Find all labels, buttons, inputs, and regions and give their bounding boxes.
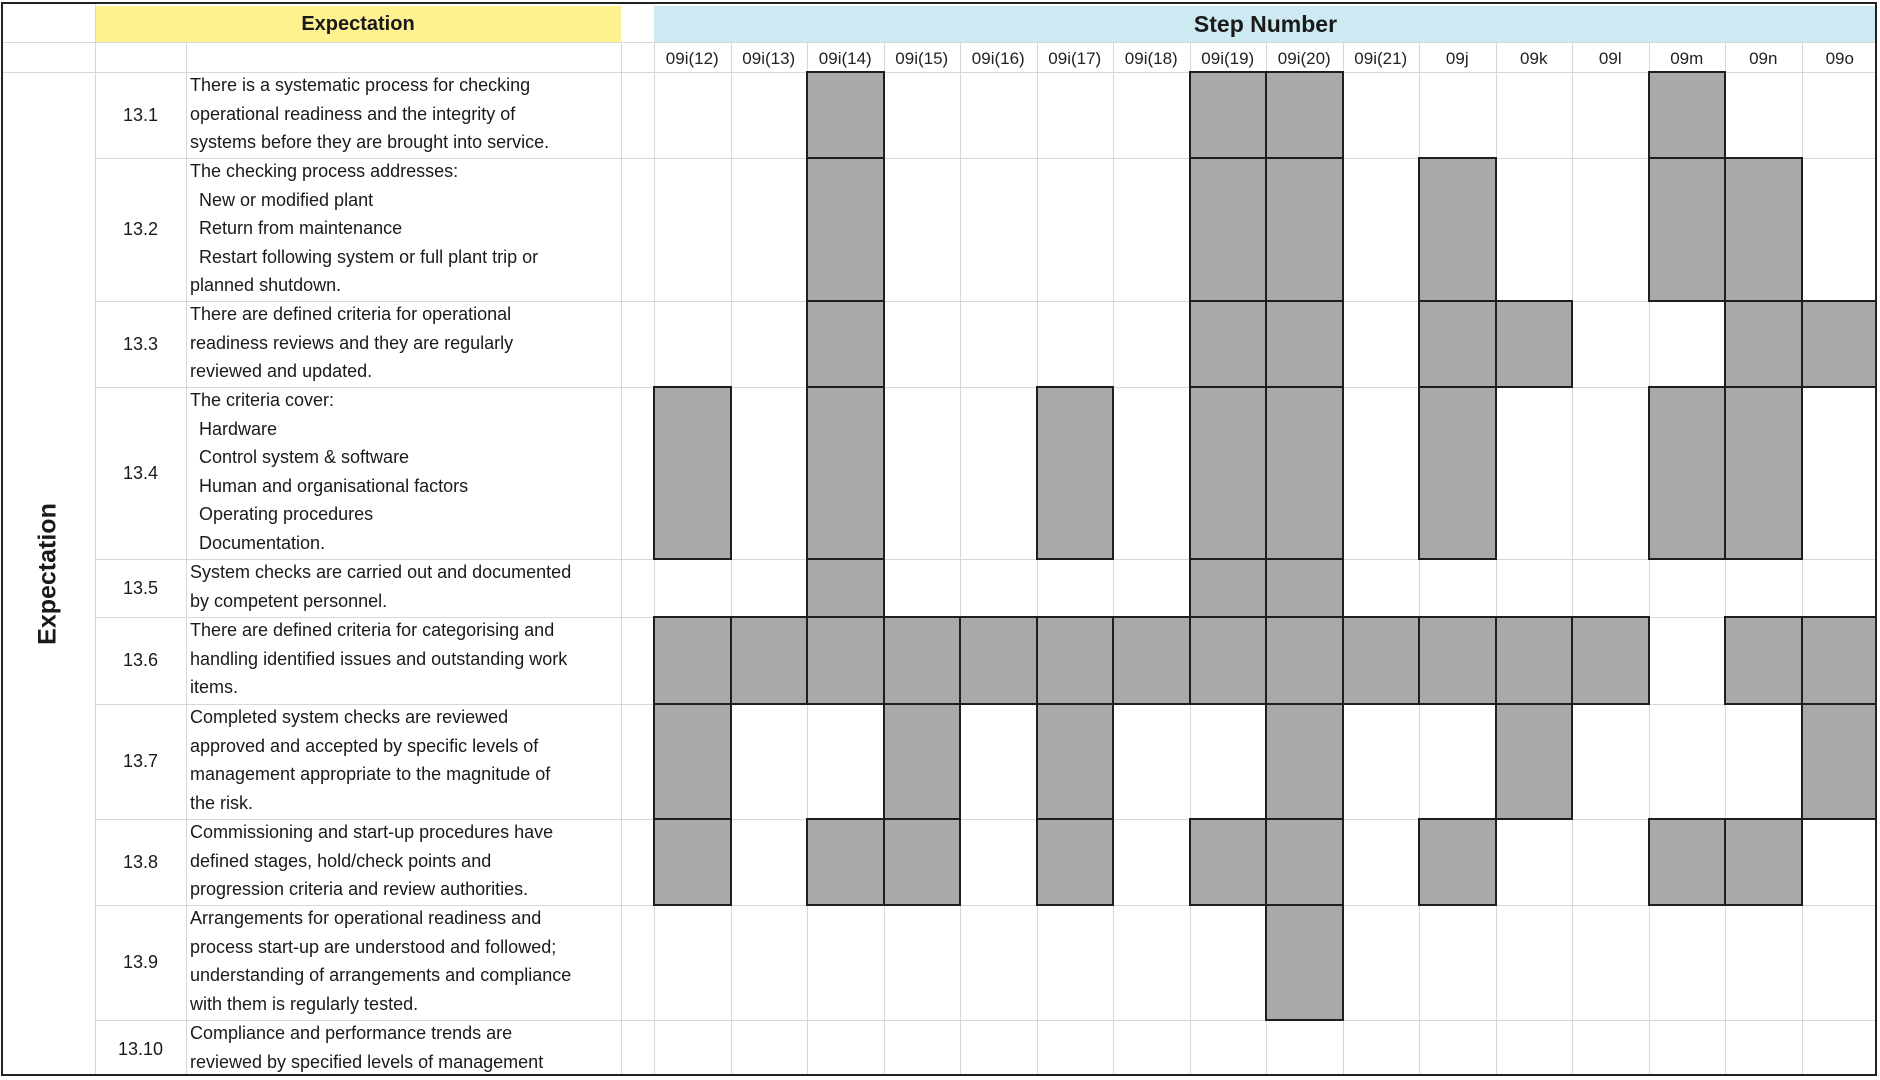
marked-cell — [1571, 616, 1650, 705]
row-text-line: approved and accepted by specific levels of — [190, 735, 539, 756]
step-col-header: 09i(20) — [1277, 49, 1331, 68]
row-number: 13.3 — [122, 333, 159, 354]
row-text-line: with them is regularly tested. — [190, 993, 419, 1014]
marked-cell — [1265, 558, 1344, 618]
row-number: 13.2 — [122, 219, 159, 239]
row-number: 13.1 — [122, 104, 159, 125]
row-number: 13.4 — [122, 462, 159, 483]
marked-cell — [653, 386, 732, 560]
row-description — [190, 386, 620, 557]
marked-cell — [1036, 703, 1114, 820]
marked-cell — [806, 818, 885, 906]
marked-cell — [1724, 616, 1803, 705]
marked-cell — [1724, 300, 1803, 388]
marked-cell — [1418, 300, 1497, 388]
marked-cell — [1801, 300, 1877, 388]
step-col-header: 09l — [1598, 49, 1622, 68]
marked-cell — [1801, 703, 1877, 820]
row-text-line: Restart following system or full plant trip or — [199, 246, 539, 267]
row-text-line: Completed system checks are reviewed — [190, 707, 509, 727]
marked-cell — [1418, 616, 1497, 705]
marked-cell — [1495, 616, 1573, 705]
row-text-line: reviewed by specified levels of management — [190, 1051, 544, 1072]
row-number: 13.5 — [122, 577, 159, 598]
marked-cell — [653, 616, 732, 705]
step-col-header: 09i(12) — [665, 49, 719, 68]
step-col-header: 09i(19) — [1201, 49, 1255, 68]
marked-cell — [1418, 818, 1497, 906]
marked-cell — [806, 300, 885, 388]
grid-vline — [186, 42, 187, 1076]
marked-cell — [883, 616, 961, 705]
row-text-line: System checks are carried out and documented — [190, 562, 572, 582]
row-text-line: understanding of arrangements and compliance — [190, 965, 572, 985]
marked-cell — [1189, 71, 1267, 159]
row-number: 13.9 — [122, 952, 159, 972]
grid-hline — [3, 72, 95, 73]
marked-cell — [1495, 703, 1573, 820]
step-col-header: 09m — [1670, 49, 1704, 68]
grid-vline — [960, 42, 961, 1076]
marked-cell — [1265, 157, 1344, 302]
marked-cell — [883, 703, 961, 820]
row-text-line: the risk. — [190, 792, 254, 813]
marked-cell — [1265, 818, 1344, 906]
step-col-header: 09i(15) — [895, 49, 949, 68]
marked-cell — [883, 818, 961, 906]
grid-hline — [3, 42, 1877, 43]
step-col-header: 09j — [1445, 49, 1469, 68]
marked-cell — [653, 703, 732, 820]
marked-cell — [1495, 300, 1573, 388]
marked-cell — [1648, 157, 1726, 302]
row-text-line: progression criteria and review authorities. — [190, 879, 529, 899]
expectation-header: Expectation — [95, 6, 621, 42]
side-label-text: Expectation — [33, 503, 62, 645]
row-text-line: defined stages, hold/check points and — [190, 850, 492, 871]
marked-cell — [653, 818, 732, 906]
marked-cell — [1189, 616, 1267, 705]
step-col-header: 09i(21) — [1354, 49, 1408, 68]
grid-vline — [621, 42, 622, 1076]
row-text-line: readiness reviews and they are regularly — [190, 332, 514, 353]
marked-cell — [1189, 558, 1267, 618]
row-text-line: handling identified issues and outstanding work — [190, 648, 568, 669]
row-text-line: Commissioning and start-up procedures have — [190, 822, 554, 842]
row-text-line: operational readiness and the integrity of — [190, 103, 516, 124]
row-text-line: systems before they are brought into service. — [190, 132, 550, 152]
marked-cell — [1265, 703, 1344, 820]
row-text-line: items. — [190, 677, 239, 697]
marked-cell — [1112, 616, 1191, 705]
marked-cell — [730, 616, 808, 705]
row-text-line: Human and organisational factors — [199, 475, 469, 496]
row-text-line: planned shutdown. — [190, 275, 342, 295]
row-text-line: Control system & software — [199, 447, 410, 467]
row-text-line: Compliance and performance trends are — [190, 1023, 513, 1043]
marked-cell — [806, 616, 885, 705]
row-text-line: Documentation. — [199, 532, 326, 553]
row-description — [190, 157, 620, 300]
step-col-header: 09k — [1520, 49, 1548, 68]
marked-cell — [1189, 818, 1267, 906]
marked-cell — [1648, 71, 1726, 159]
row-number: 13.8 — [122, 851, 159, 872]
step-col-header: 09n — [1749, 49, 1778, 68]
row-text-line: process start-up are understood and followed; — [190, 936, 557, 957]
row-text-line: The checking process addresses: — [190, 161, 459, 181]
marked-cell — [1418, 386, 1497, 560]
marked-cell — [1648, 386, 1726, 560]
marked-cell — [1189, 300, 1267, 388]
marked-cell — [1265, 386, 1344, 560]
row-text-line: There is a systematic process for checking — [190, 75, 531, 95]
row-text-line: Return from maintenance — [199, 218, 403, 238]
row-description — [190, 300, 620, 386]
row-description — [190, 703, 620, 817]
row-text-line: Arrangements for operational readiness and — [190, 908, 542, 928]
marked-cell — [1342, 616, 1420, 705]
row-description — [190, 616, 620, 702]
step-col-header: 09i(13) — [742, 49, 796, 68]
row-text-line: reviewed and updated. — [190, 361, 373, 381]
row-text-line: by competent personnel. — [190, 590, 388, 611]
marked-cell — [1189, 386, 1267, 560]
row-description — [190, 904, 620, 1018]
row-text-line: management appropriate to the magnitude of — [190, 764, 551, 784]
marked-cell — [806, 558, 885, 618]
step-col-header: 09i(18) — [1124, 49, 1178, 68]
marked-cell — [1801, 616, 1877, 705]
row-text-line: There are defined criteria for categorising and — [190, 620, 555, 640]
marked-cell — [1724, 818, 1803, 906]
marked-cell — [1036, 616, 1114, 705]
row-text-line: The criteria cover: — [190, 390, 335, 410]
step-col-header: 09i(17) — [1048, 49, 1102, 68]
marked-cell — [806, 386, 885, 560]
row-text-line: Operating procedures — [199, 504, 374, 524]
marked-cell — [959, 616, 1038, 705]
step-number-header: Step Number — [654, 6, 1877, 42]
row-text-line: Hardware — [199, 418, 278, 439]
step-col-header: 09i(14) — [818, 49, 872, 68]
row-number: 13.10 — [117, 1038, 164, 1059]
marked-cell — [1265, 616, 1344, 705]
marked-cell — [1036, 818, 1114, 906]
marked-cell — [1189, 157, 1267, 302]
marked-cell — [1265, 71, 1344, 159]
marked-cell — [1724, 386, 1803, 560]
row-description — [190, 558, 620, 615]
marked-cell — [1265, 904, 1344, 1021]
marked-cell — [1724, 157, 1803, 302]
marked-cell — [1648, 818, 1726, 906]
row-text-line: There are defined criteria for operational — [190, 304, 512, 324]
row-text-line: New or modified plant — [199, 189, 374, 210]
step-col-header: 09o — [1825, 49, 1854, 68]
marked-cell — [1418, 157, 1497, 302]
row-description — [190, 818, 620, 904]
row-description — [190, 1019, 620, 1076]
step-col-header: 09i(16) — [971, 49, 1025, 68]
marked-cell — [806, 157, 885, 302]
marked-cell — [1265, 300, 1344, 388]
row-number: 13.7 — [122, 751, 159, 771]
row-description — [190, 71, 620, 157]
marked-cell — [806, 71, 885, 159]
expectation-step-matrix — [1, 2, 1877, 1076]
marked-cell — [1036, 386, 1114, 560]
row-number: 13.6 — [122, 650, 159, 670]
grid-vline — [1572, 42, 1573, 1076]
